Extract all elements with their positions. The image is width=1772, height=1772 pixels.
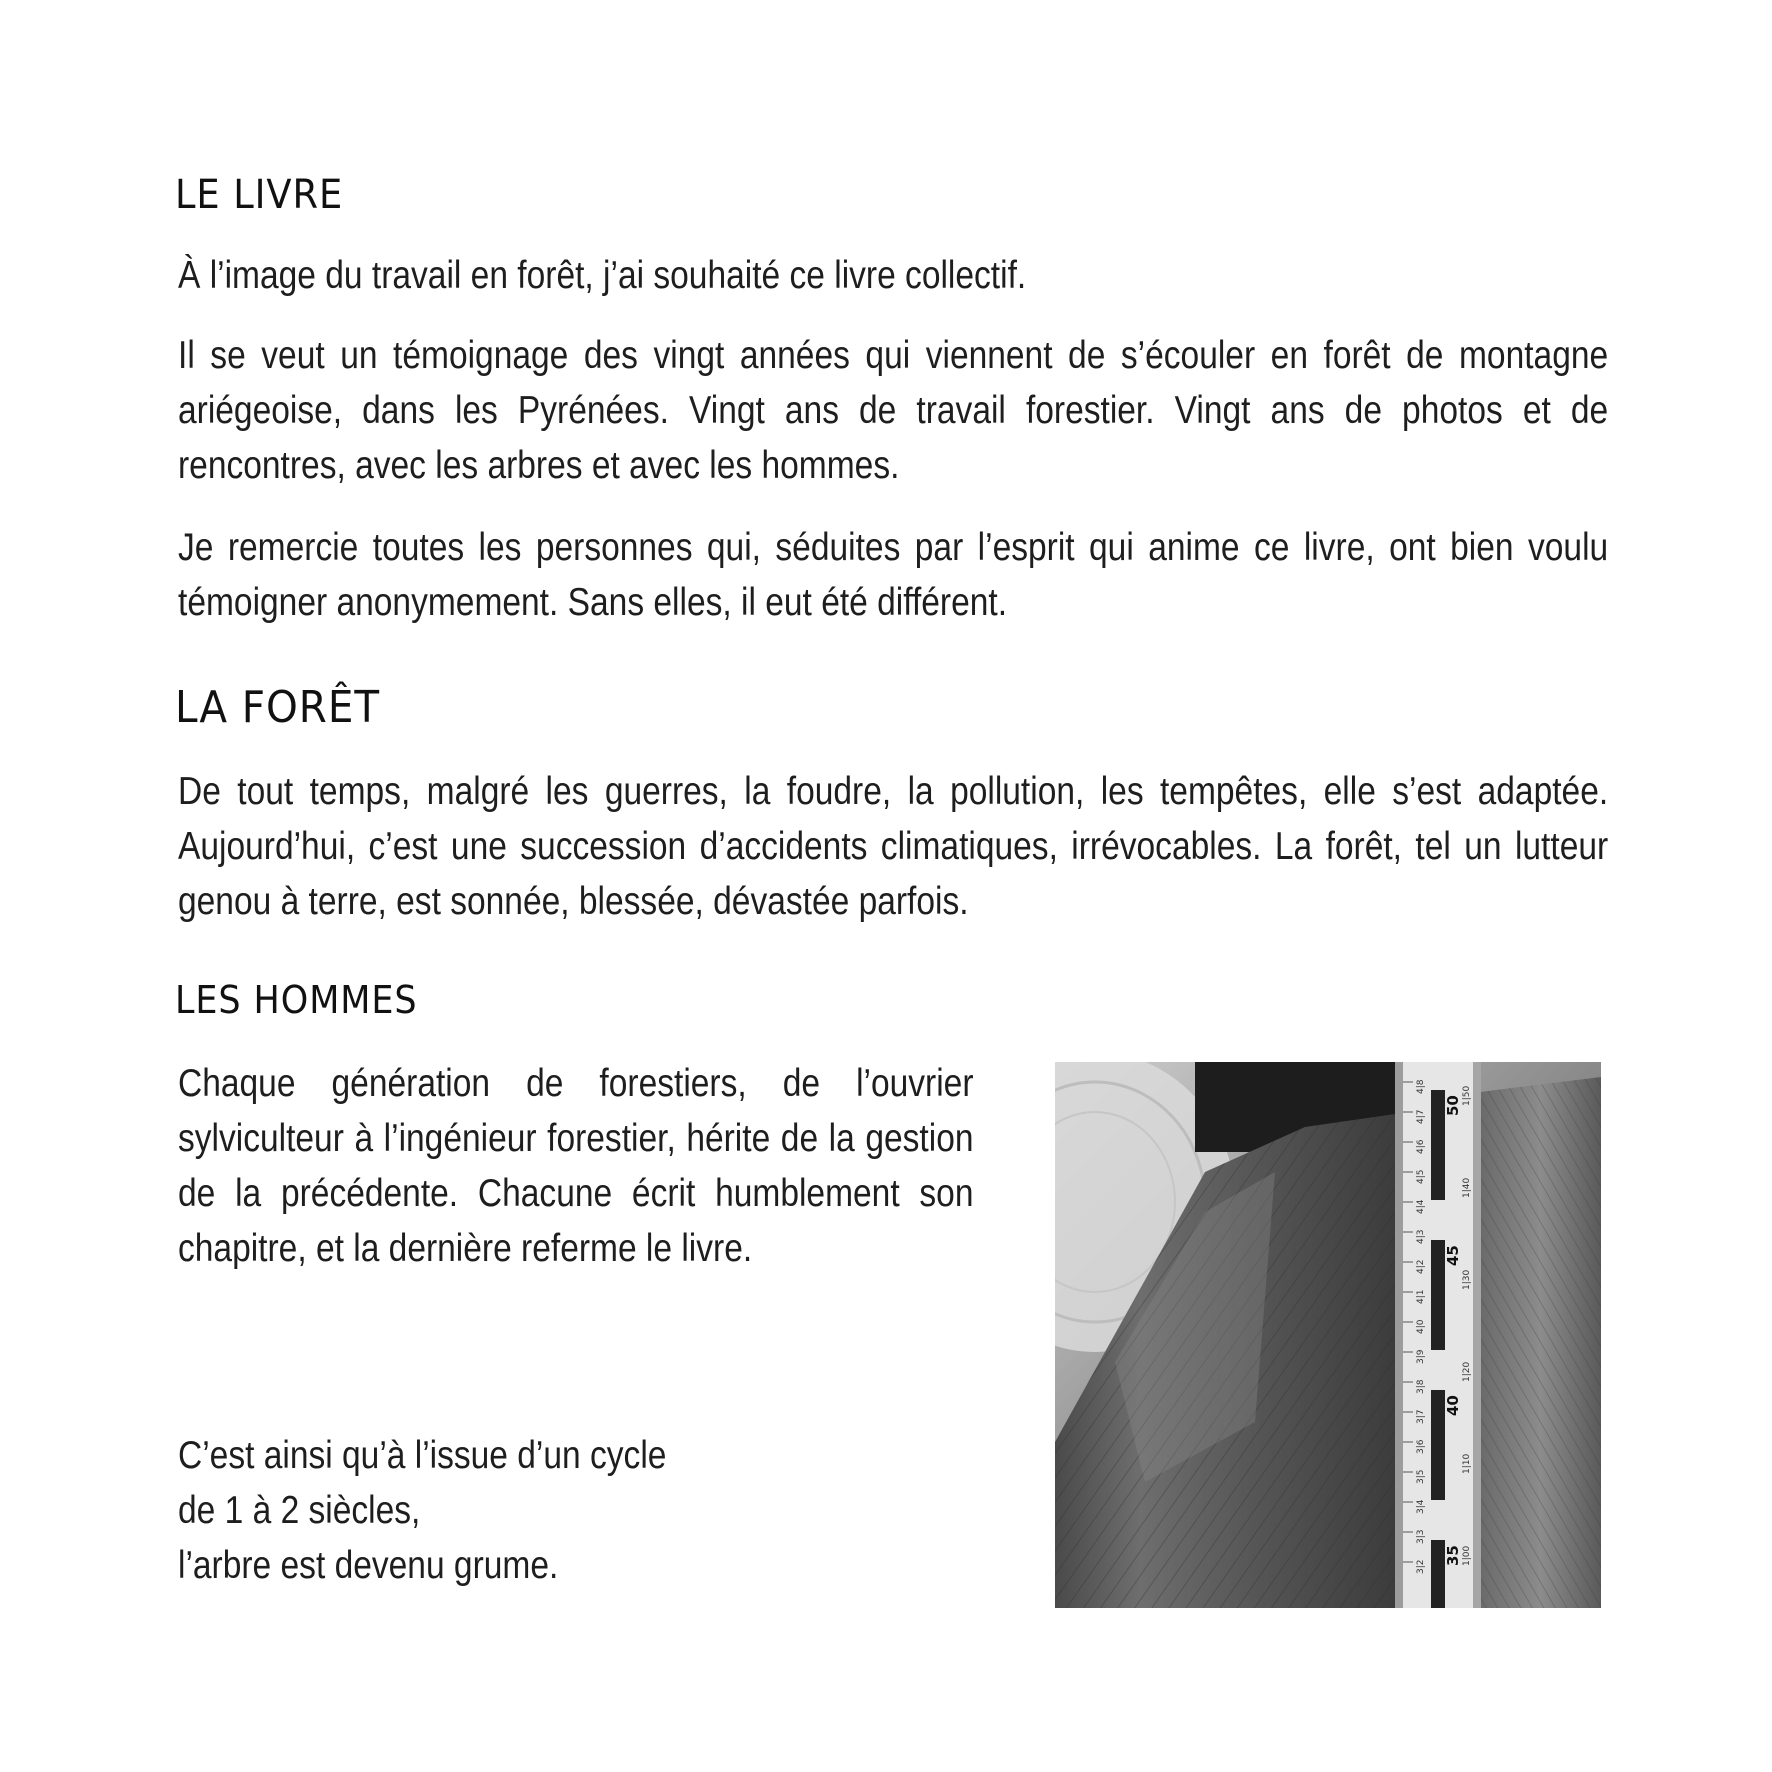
tape-right-label: 1|20 — [1462, 1361, 1472, 1382]
log-measuring-tape-photo — [1055, 1062, 1601, 1608]
tape-major-bar — [1431, 1390, 1445, 1500]
tape-minor-label: 4|0 — [1416, 1319, 1426, 1334]
section-heading-les-hommes: LES HOMMES — [175, 978, 418, 1022]
tape-right-label: 1|30 — [1462, 1269, 1472, 1290]
tape-right-label: 1|00 — [1462, 1545, 1472, 1566]
tape-minor-label: 3|7 — [1416, 1409, 1426, 1424]
tape-minor-label: 3|6 — [1416, 1439, 1426, 1454]
tape-minor-label: 4|3 — [1416, 1229, 1426, 1244]
hommes-paragraph: Chaque génération de forestiers, de l’ouvrier sylviculteur à l’ingénieur forestier, hérite de la gestion de la précédente. Chacune écrit humblement son chapitre, et la dernière referme le livre. — [178, 1062, 974, 1270]
tape-minor-label: 4|5 — [1416, 1169, 1426, 1184]
tape-minor-label: 3|4 — [1416, 1499, 1426, 1514]
section-heading-le-livre: LE LIVRE — [175, 172, 344, 218]
tape-major-label: 35 — [1444, 1545, 1462, 1566]
tape-minor-label: 3|8 — [1416, 1379, 1426, 1394]
tape-right-label: 1|40 — [1462, 1177, 1472, 1198]
tape-minor-label: 4|6 — [1416, 1139, 1426, 1154]
livre-paragraph-2: Il se veut un témoignage des vingt années qui viennent de s’écouler en forêt de montagne ariégeoise, dans les Pyrénées. Vingt ans de travail forestier. Vingt ans de photos et de rencontres, avec les arbres et avec les hommes. — [178, 334, 1609, 487]
hommes-closing-text: C’est ainsi qu’à l’issue d’un cycle de 1 à 2 siècles, l’arbre est devenu grume. — [178, 1434, 667, 1587]
livre-paragraph-3: Je remercie toutes les personnes qui, séduites par l’esprit qui anime ce livre, ont bien voulu témoigner anonymement. Sans elles, il eut été différent. — [178, 526, 1609, 624]
tape-major-bar — [1431, 1090, 1445, 1200]
photo-illustration — [1055, 1062, 1601, 1608]
tape-major-label: 45 — [1444, 1245, 1462, 1266]
tape-minor-label: 4|2 — [1416, 1259, 1426, 1274]
tape-major-label: 40 — [1444, 1395, 1462, 1416]
tape-minor-label: 3|5 — [1416, 1469, 1426, 1484]
foret-paragraph: De tout temps, malgré les guerres, la foudre, la pollution, les tempêtes, elle s’est adaptée. Aujourd’hui, c’est une succession d’accidents climatiques, irrévocables. La forêt, tel un lutteur genou à terre, est sonnée, blessée, dévastée parfois. — [178, 770, 1609, 923]
tape-major-label: 50 — [1444, 1095, 1462, 1116]
tape-minor-label: 4|7 — [1416, 1109, 1426, 1124]
tape-major-bar — [1431, 1240, 1445, 1350]
section-heading-la-foret: LA FORÊT — [175, 682, 380, 733]
tape-minor-label: 4|8 — [1416, 1079, 1426, 1094]
tape-right-label: 1|50 — [1462, 1085, 1472, 1106]
tape-minor-label: 3|9 — [1416, 1349, 1426, 1364]
tape-right-label: 1|10 — [1462, 1453, 1472, 1474]
tape-major-bar — [1431, 1540, 1445, 1608]
livre-paragraph-1: À l’image du travail en forêt, j’ai souhaité ce livre collectif. — [178, 254, 1027, 297]
tape-minor-label: 4|1 — [1416, 1289, 1426, 1304]
tape-minor-label: 3|3 — [1416, 1529, 1426, 1544]
tape-minor-label: 4|4 — [1416, 1199, 1426, 1214]
tape-minor-label: 3|2 — [1416, 1559, 1426, 1574]
